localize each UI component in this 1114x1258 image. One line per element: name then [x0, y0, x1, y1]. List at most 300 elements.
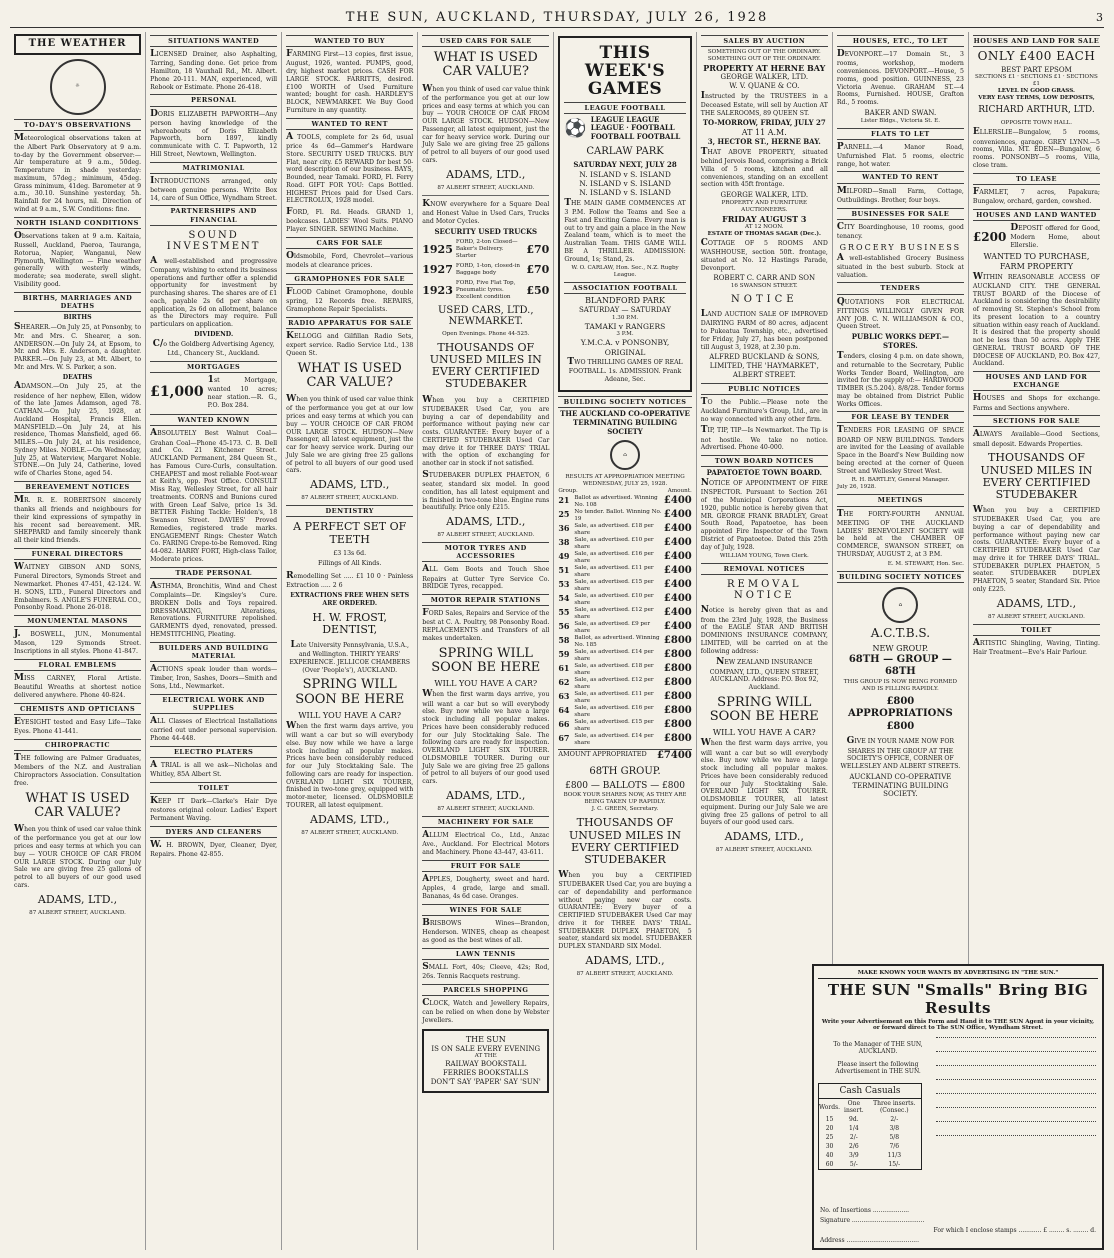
hw-frost-text: Late University Pennsylvania, U.S.A., and Wellington. THIRTY YEARS' EXPERIENCE. JELLICOE CHAMBERS (Over 'People's'), AUCKLAND. [289, 639, 411, 674]
group-number: 61 [558, 662, 570, 673]
col-one: One insert. [844, 1100, 864, 1114]
used-cars-sale-heading: USED CARS FOR SALE [422, 35, 549, 47]
sound-investment-text: A well-established and progressive Company, wishing to extend its business operations and further offer a splendid opportunity for investment by purchasing shares. The shares are of £1 each, payable 2s 6d per share on application, 2s 6d on allotment, balance as the Directors may require. Full particulars on application. [150, 255, 278, 329]
group-text: Sale, as advertised. £12 per share [574, 676, 654, 690]
carr: ROBERT C. CARR AND SON [713, 274, 816, 283]
masthead [10, 8, 1104, 28]
smalls-sub: Write your Advertisement on this Form and Hand it to THE SUN Agent in your vicinity, or forward direct to The SUN Office, Wyndham Street. [821, 1019, 1095, 1031]
rate-cell: 20 [825, 1125, 834, 1132]
to-let-heading: HOUSES, ETC., TO LET [837, 35, 964, 47]
group-text: Sale, as advertised. £15 per share [574, 718, 654, 732]
sound-investment-title: SOUND INVESTMENT [166, 229, 261, 252]
dentist-note: EXTRACTIONS FREE WHEN SETS ARE ORDERED. [290, 592, 410, 607]
sun-sale-box [422, 1029, 549, 1093]
assoc-time: 1.30 P.M. [611, 315, 639, 322]
adams-name: ADAMS, LTD., [446, 788, 526, 802]
rate-cell: 40 [825, 1152, 834, 1159]
society-seal-icon: ⌂ [610, 440, 640, 470]
ad-line[interactable] [936, 1110, 1096, 1122]
security-trucks: SECURITY USED TRUCKS [434, 226, 538, 236]
secretary: J. C. GREEN, Secretary. [591, 806, 659, 813]
prop-text: Instructed by the TRUSTEES in a Deceased Estate, will sell by Auction AT THE SALEROOMS, 89 QUEEN ST. [700, 90, 828, 117]
group68: 68TH — GROUP — 68TH [848, 653, 952, 678]
machinery-heading: MACHINERY FOR SALE [422, 816, 549, 828]
amount-col: Amount. [667, 488, 692, 495]
removal-heading: REMOVAL NOTICES [701, 563, 828, 575]
column-4 [418, 32, 554, 1250]
group-row [558, 621, 691, 635]
business-heading: BUSINESSES FOR SALE [837, 208, 964, 220]
carr-addr: 16 SWANSON STREET. [730, 283, 798, 290]
ballots: £800 — BALLOTS — £800 [565, 781, 685, 792]
motor-heading: MOTOR TYRES AND ACCESSORIES [422, 542, 549, 562]
houses-heading: HOUSES AND LAND FOR SALE [973, 35, 1100, 47]
rate-row [819, 1115, 921, 1124]
fruit-heading: FRUIT FOR SALE [422, 860, 549, 872]
actbs-seal-icon: ⌂ [882, 587, 918, 623]
group-amount: £400 [663, 579, 692, 591]
group-col: Group. [558, 488, 578, 495]
farm-text: WITHIN REASONABLE ACCESS OF AUCKLAND CITY. THE GENERAL TRUST BOARD of the Diocese of Auckland is considering the desirability of removing St. Stephen's School from its present location to a country situation within easy reach of Auckland. It is desired that the property should not be less than 50 acres. Apply THE GENERAL TRUST BOARD OF THE DIOCESE OF AUCKLAND, P.O. Box 427, Auckland. [972, 271, 1100, 368]
cars-heading: CARS FOR SALE [286, 237, 413, 249]
hector-text: THAT ABOVE PROPERTY, situated behind Jervois Road, comprising a Brick Villa of 5 rooms, kitchen and all conveniences, standing on an excellent section with 45ft frontage. [700, 146, 828, 189]
adams-name: ADAMS, LTD., [37, 892, 118, 906]
bsoc-title: THE AUCKLAND CO-OPERATIVE TERMINATING BUILDING SOCIETY [560, 409, 690, 436]
tenders-heading: TENDERS [837, 282, 964, 294]
sun-line: IS ON SALE EVERY EVENING [431, 1044, 541, 1053]
league-sec: W. O. CARLAW, Hon. Sec., N.Z. Rugby League. [571, 265, 679, 279]
papatoetoe: PAPATOETOE TOWN BOARD. [706, 468, 822, 478]
sections-text: ALWAYS Available—Good Sections, small deposit. Edwards Properties. [972, 429, 1100, 448]
group-amount: £400 [663, 537, 692, 549]
group-row [558, 607, 691, 621]
group-text: Ballot, as advertised. Winning No. 185 [574, 634, 660, 648]
wtr-text: MILFORD—Small Farm, Cottage, Outbuildings. Brother, four boys. [836, 185, 964, 204]
friday: FRIDAY AUGUST 3 [722, 213, 807, 224]
assoc-match: TAMAKI v RANGERS [584, 322, 666, 332]
dividend-label: DIVIDEND. [194, 330, 234, 338]
assoc-day: SATURDAY — SATURDAY [578, 306, 672, 315]
public-heading: PUBLIC NOTICES [701, 383, 828, 395]
footballer-icon: ⚽ [564, 117, 587, 139]
mortgages-heading: MORTGAGES [150, 361, 277, 373]
building-text: ACTIONS speak louder than words—Timber, Iron, Sashes, Doors—Smith and Sons, Ltd., Newmarket. [150, 663, 278, 690]
league-heading: LEAGUE FOOTBALL [564, 102, 685, 114]
give-text: GIVE IN YOUR NAME NOW FOR SHARES IN THE GROUP AT THE SOCIETY'S OFFICE, CORNER OF WELLESLEY AND ALBERT STREETS. [840, 736, 961, 771]
masthead-title: THE SUN, AUCKLAND, THURSDAY, JULY 26, 1928 [345, 10, 769, 25]
tip-text: TIP, TIP, TIP—Is Newmarket. The Tip is not hostile. We take no notice. Advertised. Phone 40-000. [700, 425, 828, 452]
car-year: 1927 [422, 263, 453, 277]
dentist-price: £3 13s 6d. [333, 549, 367, 557]
gram-text: FLOOD Cabinet Gramophone, double spring, 12 Records free. REPAIRS, Gramophone Repair Specialists. [286, 287, 414, 313]
column-2 [146, 32, 282, 1250]
quane: W. V. QUANE & CO. [729, 81, 800, 90]
easy: VERY EASY TERMS, LOW DEPOSITS, [978, 95, 1095, 102]
group-text: Sale, as advertised. £14 per share [574, 648, 654, 662]
group-number: 55 [558, 607, 570, 618]
personal-heading: PERSONAL [150, 94, 277, 106]
dividend-text: C/o the Goldberg Advertising Agency, Ltd., Chancery St., Auckland. [152, 338, 275, 357]
motor-text: ALL Gem Boots and Touch Shoe Repairs at Gutter Tyre Service Co. BRIDGE Tyres, recapped. [422, 564, 550, 591]
car-year: 1925 [422, 242, 453, 256]
papa-sign: WILLIAM YOUNG, Town Clerk. [719, 553, 809, 560]
group-row [558, 537, 691, 551]
building-heading: BUILDERS AND BUILDING MATERIAL [150, 642, 277, 662]
monumental-text: J. BOSWELL, JUN., Monumental Mason, 129 Symonds Street. Inscriptions in all styles. Phone 41-847. [14, 629, 142, 656]
group-number: 56 [558, 621, 570, 632]
adams-address: 87 ALBERT STREET, AUCKLAND. [301, 495, 399, 502]
enclose-field[interactable]: For which I enclose stamps ............ £ ........ s. ........ d. [933, 1227, 1096, 1234]
deaths-label: DEATHS [62, 373, 93, 381]
group-row [558, 691, 691, 705]
adams-address: 87 ALBERT STREET, AUCKLAND. [576, 970, 674, 977]
adams-address: 87 ALBERT STREET, AUCKLAND. [988, 613, 1085, 620]
partnerships-heading: PARTNERSHIPS AND FINANCIAL [150, 205, 277, 225]
column-1 [10, 32, 146, 1250]
page-number: 3 [1096, 11, 1104, 24]
toilet-heading: TOILET [150, 782, 277, 794]
electrical-text: ALL Classes of Electrical Installations carried out under personal supervision. Phone 44-448. [150, 715, 278, 742]
baker-addr: Lister Bldgs., Victoria St. E. [860, 117, 940, 124]
rate-cell: 30 [825, 1143, 834, 1150]
obs-heading: TO-DAY'S OBSERVATIONS [14, 119, 141, 131]
adams-name: ADAMS, LTD., [446, 515, 526, 529]
bsoc-date: WEDNESDAY, JULY 25, 1928. [582, 481, 668, 488]
lease-sign: R. H. BARTLEY, General Manager. [851, 477, 950, 484]
signature-field[interactable]: Signature ...................................... [820, 1217, 925, 1224]
estate-text: COTTAGE OF 5 ROOMS AND WASHHOUSE, section 50ft. frontage, situated at No. 12 Hastings Parade, Devonport. [700, 237, 828, 272]
rate-row [819, 1160, 921, 1169]
adams-name: ADAMS, LTD., [310, 478, 390, 492]
obs-text: Meteorological observations taken at the Albert Park Observatory at 9 a.m. to-day by the Government observer:— Air temperature at 9 a.m., 50deg. Temperature in shade yesterday: maximum, 57deg.; minimum, 45deg. Grass minimum, 41deg. Barometer at 9 a.m., 30.10. Sunshine yesterday, 5h. Rainfall for 24 hours, nil. Direction of wind at 9 a.m., S.W. Conditions: fine. [14, 132, 142, 213]
group-number: 63 [558, 690, 570, 701]
chiro-text: THE following are Palmer Graduates, Members of the N.Z. and Australian Chiropractors Association. Consultation free. [14, 753, 142, 787]
lease-date: July 26, 1928. [836, 484, 877, 491]
col-three: Three inserts. (Consec.) [873, 1100, 916, 1114]
richard: RICHARD ARTHUR, LTD. [978, 105, 1095, 116]
group-number: 51 [558, 565, 570, 576]
adams-address: 87 ALBERT STREET, AUCKLAND. [29, 909, 126, 916]
spring-sub: WILL YOU HAVE A CAR? [712, 728, 816, 738]
removal-addr: NEW ZEALAND INSURANCE COMPANY, LTD., QUEEN STREET, AUCKLAND. Address: P.O. Box 92, Auckland. [709, 657, 819, 692]
ad-line[interactable] [936, 1068, 1096, 1080]
electro-heading: ELECTRO PLATERS [150, 746, 277, 758]
machinery-text: ALLUM Electrical Co., Ltd., Anzac Ave., Auckland. For Electrical Motors and Machinery. Phone 43-447, 43-611. [422, 830, 550, 857]
adams-address: 87 ALBERT STREET, AUCKLAND. [437, 184, 535, 191]
rate-cell: 9d. [849, 1116, 859, 1123]
group-text: Sale, as advertised. £12 per share [574, 607, 654, 621]
notice: NOTICE [731, 294, 798, 306]
group-number: 36 [558, 523, 570, 534]
approp: £800 APPROPRIATIONS £800 [848, 695, 953, 732]
studebaker-duplex: STUDEBAKER DUPLEX PHAETON, 6 seater, standard six model. In good condition, has all latest equipment and is finished in two-tone blue. Engine runs beautifully. Price only £215. [422, 469, 550, 512]
ad-line[interactable] [936, 1082, 1096, 1094]
adams-address: 87 ALBERT STREET, AUCKLAND. [437, 532, 535, 539]
group-text: Sale, as advertised. £18 per share [574, 523, 654, 537]
spring-sub: WILL YOU HAVE A CAR? [298, 710, 402, 720]
fruit-text: APPLES, Dougherty, sweet and hard. Apples, 4 grade, large and small. Bananas, 4s 6d case. Oranges. [422, 873, 550, 900]
cars-text: Oldsmobile, Ford, Chevrolet—various models at clearance prices. [286, 250, 414, 270]
league-row [564, 116, 685, 142]
car-price: £70 [526, 263, 550, 277]
groups-header [558, 488, 691, 495]
sun-line: FERRIES BOOKSTALLS [442, 1069, 529, 1078]
funeral-heading: FUNERAL DIRECTORS [14, 548, 141, 560]
new-group: NEW GROUP. [872, 643, 929, 653]
ad-line[interactable] [936, 1054, 1096, 1066]
used-car-text: When you think of used car value think of the performance you get at our low prices and easy terms at which you can buy — YOUR CHOICE OF CAR FROM OUR LARGE STOCK. HUDSON—New Passenger, all latest equipment, just the car for heavy service work. During our July Sale we are giving free 25 gallons of petrol to all buyers of our good used cars. [422, 83, 550, 164]
monumental-heading: MONUMENTAL MASONS [14, 615, 141, 627]
rate-row [819, 1124, 921, 1133]
group-amount: £400 [663, 495, 692, 507]
to-line: To the Manager of THE SUN, AUCKLAND. [833, 1041, 923, 1055]
mortgage-ad [150, 375, 277, 412]
dyers-text: W. H. BROWN, Dyer, Cleaner, Dyer, Repairs. Phone 42-855. [150, 839, 278, 858]
electrical-heading: ELECTRICAL WORK AND SUPPLIES [150, 694, 277, 714]
thousands-text: When you buy a CERTIFIED STUDEBAKER Used Car, you are buying a car of dependability and performance without paying new car costs. GUARANTEE: Every buyer of a CERTIFIED STUDEBAKER Used Car may drive it for THREE DAYS' TRIAL with the option of exchanging for another car in stock if not satisfied. [422, 394, 550, 468]
assoc-text: TWO THRILLING GAMES OF REAL FOOTBALL. 1s. ADMISSION. Frank Adeane, Sec. [567, 357, 683, 384]
prop-title: PROPERTY AT HERNE BAY [703, 63, 826, 74]
walker: GEORGE WALKER, LTD. [720, 73, 809, 82]
smalls-title: THE SUN "Smalls" Bring BIG Results [827, 981, 1089, 1017]
group-row [558, 677, 691, 691]
insertions-field[interactable]: No. of Insertions ................... [820, 1207, 910, 1214]
spring-text: When the first warm days arrive, you will want a car but so will everybody else. Buy now while we have a large stock including all popular makes. Prices have been considerably reduced for our July Stocktaking Sale. OVERLAND LIGHT SIX TOURER. OLDSMOBILE TOURER, all latest equipment. During our July Sale we are giving free 25 gallons of petrol to all buyers of our good used cars. [700, 738, 828, 827]
group-row [558, 509, 691, 523]
trade-heading: TRADE PERSONAL [150, 567, 277, 579]
rate-cell: 25 [825, 1134, 834, 1141]
group-row [558, 593, 691, 607]
group-row [558, 649, 691, 663]
group-amount: £800 [663, 732, 692, 744]
lawn-heading: LAWN TENNIS [422, 948, 549, 960]
group-row [558, 495, 691, 509]
prop-furn: PROPERTY AND FURNITURE AUCTIONEERS. [721, 199, 808, 213]
smalls-form [812, 964, 1104, 1250]
spring-text: When the first warm days arrive, you will want a car but so will everybody else. Buy now while we have a large stock including all popular makes. Prices have been considerably reduced for our July Stocktaking Sale. The following cars are ready for inspection. OVERLAND LIGHT SIX TOURER, finished in two-tone grey, equipped with motor-meter, licensed. OLDSMOBILE TOURER, all latest equipment. [286, 720, 414, 809]
group-text: Sale, as advertised. £14 per share [574, 732, 654, 746]
total-row [558, 749, 691, 763]
car-listing [422, 280, 549, 301]
matrimonial-text: INTRODUCTIONS arranged, only between genuine persons. Write Box 14, care of Sun Office, Wyndham Street. [150, 175, 278, 202]
adams-address: 87 ALBERT STREET, AUCKLAND. [715, 847, 813, 854]
lease-text: FARMLET, 7 acres, Papakura; Bungalow, orchard, garden, cowshed. [972, 186, 1100, 205]
used-car-title: WHAT IS USED CAR VALUE? [433, 50, 538, 80]
public-text: TO the Public.—Please note the Auckland Furniture's Group, Ltd., are in no way connected with any other firm. [700, 396, 828, 423]
adams-address: 87 ALBERT STREET, AUCKLAND. [437, 805, 535, 812]
grocery: GROCERY BUSINESS [839, 242, 962, 252]
births-label: BIRTHS [63, 313, 92, 321]
hector: 3, HECTOR ST., HERNE BAY. [707, 137, 821, 147]
ymca-match: Y.M.C.A. v PONSONBY, ORIGINAL [580, 338, 670, 357]
weather-title: THE WEATHER [14, 34, 141, 55]
car-listing [422, 263, 549, 277]
rate-cell: 15/- [888, 1161, 901, 1168]
group-row [558, 733, 691, 747]
houses-text: ELLERSLIE—Bungalow, 5 rooms, conveniences, garage. GREY LYNN.—5 rooms, Villa. MT. EDEN—Bungalow, 6 rooms. PONSONBY—5 rooms, Villa, close tram. [972, 127, 1100, 169]
used-car-text: When you think of used car value think of the performance you get at our low prices and easy terms at which you can buy — YOUR CHOICE OF CAR FROM OUR LARGE STOCK. HUDSON—New Passenger, all latest equipment, just the car for heavy service work. During our July Sale we are giving free 25 gallons of petrol to all buyers of our good used cars. [286, 394, 414, 475]
spring-title: SPRING WILL SOON BE HERE [431, 645, 541, 676]
chiro-heading: CHIROPRACTIC [14, 739, 141, 751]
rate-cell: 7/6 [889, 1143, 900, 1150]
rate-cell: 3/8 [889, 1125, 900, 1132]
mortgage-amount: £1,000 [150, 384, 204, 401]
wines-text: BRISBOWS Wines—Brandon, Henderson. WINES, cheap as cheapest as good as the best wines of all. [422, 917, 550, 944]
rate-cell: 5/8 [889, 1134, 900, 1141]
group-row [558, 565, 691, 579]
at-noon: AT 12 NOON. [745, 223, 784, 230]
sun-line: AT THE [474, 1053, 497, 1060]
column-3 [282, 32, 418, 1250]
auction-heading: SALES BY AUCTION [701, 35, 828, 47]
ad-line[interactable] [936, 1096, 1096, 1108]
rate-row [819, 1133, 921, 1142]
please-line: Please insert the following Advertisement in THE SUN. [835, 1061, 921, 1075]
lease-text: TENDERS FOR LEASING OF SPACE BOARD OF NEW BUILDINGS. Tenders are invited for the Leasing of available Space in the Board's New Building now being erected at the corner of Queen Street and Wellesley Street West. [836, 425, 964, 475]
dentist-fill: Fillings of All Kinds. [318, 560, 382, 568]
hlw-amount: £200 [972, 229, 1007, 244]
rate-cell: 3/9 [849, 1152, 859, 1159]
spring-sub: WILL YOU HAVE A CAR? [434, 679, 538, 689]
dentist-heading: DENTISTRY [286, 505, 413, 517]
column-5 [554, 32, 696, 1250]
group-text: Sale, as advertised. £11 per share [574, 690, 654, 704]
town-heading: TOWN BOARD NOTICES [701, 455, 828, 467]
rate-cell: 60 [825, 1161, 834, 1168]
to-let-text: DEVONPORT.—17 Domain St., 3 rooms, workshop, modern conveniences. DEVONPORT.—House, 5 rooms, good position. GUINNESS, 23 Victoria Avenue. GRAHAM ST.—4 Rooms, Furnished. HOUSE, Grafton Rd., 5 rooms. [836, 49, 964, 107]
group-text: Sale, as advertised. £18 per share [574, 662, 654, 676]
assoc-time2: 3 P.M. [616, 331, 634, 338]
rate-row [819, 1151, 921, 1160]
league-text: THE MAIN GAME COMMENCES AT 3 P.M. Follow the Teams and See a Fast and Exciting Game. Every man is out to try and gain a place in the New Zealand team, which is to meet the Australian Team. THIS GAME WILL BE A THRILLER. ADMISSION: Ground, 1s; Stand, 2s. [564, 197, 686, 263]
league-line: LEAGUE LEAGUE LEAGUE · FOOTBALL FOOTBALL FOOTBALL [590, 114, 681, 142]
group-number: 53 [558, 579, 570, 590]
rate-row [819, 1142, 921, 1151]
funeral-text: WAITNEY GIBSON AND SONS, Funeral Directors, Symonds Street and Newmarket. Phones 47-451, 42-124. W. H. SONS, LTD., Funeral Directors and Embalmers. S. ANGLE'S FUNERAL CO., Ponsonby Road. Phone 26-018. [14, 562, 142, 612]
dentist-repair: Remodelling Set ..... £1 10 0 · Painless Extraction ..... 2 6 [286, 571, 414, 590]
bsoc2-heading: BUILDING SOCIETY NOTICES [837, 571, 964, 583]
ad-line[interactable] [936, 1124, 1096, 1136]
used-car-title: WHAT IS USED CAR VALUE? [297, 360, 402, 390]
adams-address: 87 ALBERT STREET, AUCKLAND. [301, 829, 399, 836]
estate: ESTATE OF THOMAS SAGAR (Dec.). [707, 230, 821, 237]
total-label: AMOUNT APPROPRIATED [558, 749, 647, 758]
business-text: CITY Boardinghouse, 10 rooms, good tenancy. [836, 221, 964, 240]
removal-title: REMOVAL NOTICE [727, 579, 802, 602]
notice-text: LAND AUCTION SALE OF IMPROVED DAIRYING FARM of 80 acres, adjacent to Pukeatua Township, etc., advertised for Friday, July 27, has been postponed till August 3, 1928, at 2.30 p.m. [700, 309, 828, 351]
group-number: 54 [558, 593, 570, 604]
group-row [558, 523, 691, 537]
used-car-title: WHAT IS USED CAR VALUE? [25, 790, 130, 820]
auction-day: TO-MORROW, FRIDAY, JULY 27 [702, 118, 826, 128]
group-amount: £800 [663, 634, 692, 646]
hlw-heading: HOUSES AND LAND WANTED [973, 209, 1100, 221]
group-row [558, 705, 691, 719]
exchange-text: HOUSES and Shops for exchange. Farms and Sections anywhere. [972, 393, 1100, 412]
baker: BAKER AND SWAN. [864, 108, 937, 117]
flats-text: PARNELL.—4 Manor Road, Unfurnished Flat. 5 rooms, electric range, hot water. [836, 141, 964, 168]
wanted-known-text: ABSOLUTELY Best Walnut Coal—Grahan Coal—Phone 45-173. C. B. Dell and Co. 21 Kitchener Street. AUCKLAND Permanent, 284 Queen St., has Famous Cure-Curls, consultation. CHEAPEST and most reliable Foot-wear at Keith's, opp. Post Office. CONSULT Miss Ray, Wellesley Street, for all hair treatments. CORNS and Bunions cured with Green Leaf Salve, price 1s 3d. BETTER Fishing Tackle: Holden's, 18 Swanson Street. DAVIES' Proved Remedies, registered trade marks. ENGAGEMENT Rings: Chester Watch Co. FARING Crepe-to-be Removed. Ring 44-082. HARRY FORT, High-class Tailor, Moderate prices. [150, 428, 278, 563]
dentist-title: A PERFECT SET OF TEETH [293, 520, 407, 546]
meetings-sign: E. M. STEWART, Hon. Sec. [887, 560, 964, 567]
used-cars-ltd: USED CARS, LTD., NEWMARKET. [438, 305, 534, 328]
spring-title: SPRING WILL SOON BE HERE [709, 694, 819, 725]
bsoc-heading: BUILDING SOCIETY NOTICES [558, 396, 691, 408]
mortgage-text: 1st Mortgage, wanted 10 acres; near station.—R. G., P.O. Box 284. [207, 374, 278, 409]
floral-text: MISS CARNEY, Floral Artiste. Beautiful Wreaths at shortest notice delivered anywhere. Phone 40-824. [14, 673, 142, 699]
group-number: 58 [558, 634, 570, 645]
toilet-text: ARTISTIC Shingling, Waving, Tinting. Hair Treatment—Eve's Hair Parlour. [972, 637, 1100, 656]
lease-heading: FOR LEASE BY TENDER [837, 411, 964, 423]
match: N. ISLAND v S. ISLAND [579, 188, 671, 198]
ad-line[interactable] [936, 1026, 1096, 1038]
repair-heading: MOTOR REPAIR STATIONS [422, 594, 549, 606]
rates-body [819, 1115, 921, 1169]
group-number: 64 [558, 704, 570, 715]
group-amount: £400 [663, 509, 692, 521]
car-year: 1923 [422, 283, 453, 297]
personal-text: DORIS ELIZABETH PAPWORTH—Any person having knowledge of the whereabouts of Doris Elizabeth Papworth, born 1897, kindly communicate with C. T. Papworth, 12 Hill Street, Newtown, Wellington. [150, 108, 278, 158]
ad-line[interactable] [936, 1040, 1096, 1052]
group-number: 21 [558, 495, 570, 506]
sun-line: RAILWAY BOOKSTALL [445, 1060, 527, 1069]
trucks-text: KNOW everywhere for a Square Deal and Honest Value in Used Cars, Trucks and Motor Cycles. [422, 198, 550, 225]
group-text: Sale, as advertised. £9 per share [574, 621, 650, 634]
sections: SECTIONS £1 · SECTIONS £1 · SECTIONS £1 [975, 74, 1098, 88]
gram-heading: GRAMOPHONES FOR SALE [286, 273, 413, 285]
carlaw-park: CARLAW PARK [586, 145, 664, 157]
group-text: Sale, as advertised. £11 per share [574, 565, 654, 579]
bereavement-heading: BEREAVEMENT NOTICES [14, 481, 141, 493]
address-field[interactable]: Address ...................................... [820, 1237, 919, 1244]
group-amount: £400 [663, 523, 692, 535]
electro-text: A TRIAL is all we ask—Nicholas and Whitley, 85A Albert St. [150, 759, 278, 778]
wanted-known2-text: FORD, Fl. Rd. Heads. GRAND 1, bookcases. LADIES' Wool Suits. PIANO Player. SINGER. SEWING Machine. [286, 207, 414, 233]
group-number: 25 [558, 509, 570, 520]
car-listing [422, 239, 549, 260]
only-title: ONLY £400 EACH [977, 49, 1096, 64]
auction-intro: SOMETHING OUT OF THE ORDINARY. SOMETHING OUT OF THE ORDINARY. [707, 49, 821, 63]
spring-text: When the first warm days arrive, you will want a car but so will everybody else. Buy now while we have a large stock including all popular makes. Prices have been considerably reduced for our July Stocktaking Sale. The following cars are ready for inspection. OVERLAND LIGHT SIX TOURER. OLDSMOBILE TOURER. During our July Sale we are giving free 25 gallons of petrol to all buyers of our good used cars. [422, 689, 550, 786]
group-number: 38 [558, 537, 570, 548]
assoc-heading: ASSOCIATION FOOTBALL [564, 282, 685, 294]
hlw-ad [973, 223, 1100, 252]
auction-time: AT 11 A.M. [741, 128, 787, 138]
thousands-title: THOUSANDS OF UNUSED MILES IN EVERY CERTIFIED STUDEBAKER [429, 341, 542, 391]
parcel-heading: PARCELS SHOPPING [422, 984, 549, 996]
papa-text: NOTICE OF APPOINTMENT OF FIRE INSPECTOR. Pursuant to Section 261 of the Municipal Corporations Act, 1920, public notice is hereby given that MR. GEORGE FRANK BRADLEY, Great South Road, Papatoetoe, has been appointed Fire Inspector of the Town District of Papatoetoe. Dated this 25th day of July, 1928. [700, 478, 828, 551]
date-line: SATURDAY NEXT, JULY 28 [573, 159, 677, 169]
groups-list [558, 495, 691, 746]
match: N. ISLAND v S. ISLAND [579, 169, 671, 179]
group-number: 67 [558, 732, 570, 743]
epsom: BEST PART EPSOM [1001, 65, 1072, 74]
adams-name: ADAMS, LTD., [446, 167, 526, 181]
thousands-title: THOUSANDS OF UNUSED MILES IN EVERY CERTIFIED STUDEBAKER [569, 816, 682, 866]
group-amount: £800 [663, 676, 692, 688]
group-amount: £800 [663, 648, 692, 660]
parcel-text: CLOCK, Watch and Jewellery Repairs, can be relied on when done by Webster Jewellers. [422, 997, 550, 1024]
group-text: Ballot as advertised. Winning No. 108 [574, 495, 658, 509]
group-text: Sale, as advertised. £16 per share [574, 704, 654, 718]
removal-text: Notice is hereby given that as and from the 23rd July, 1928, the Business of the EAGLE STAR AND BRITISH DOMINIONS INSURANCE COMPANY, LIMITED, will be carried on at the following address: [700, 605, 828, 655]
thousands-text: When you buy a CERTIFIED STUDEBAKER Used Car, you are buying a car of dependability and performance without paying new car costs. GUARANTEE: Every buyer of a CERTIFIED STUDEBAKER Used Car may drive it for THREE DAYS' TRIAL. STUDEBAKER DUPLEX PHAETON, 5 seater, standard six model. STUDEBAKER DUPLEX STANDARD SIX Model. [558, 869, 692, 951]
adams-name: ADAMS, LTD., [585, 953, 665, 967]
group-text: No tender. Ballot. Winning No. 19 [574, 509, 662, 523]
lawn-text: SMALL Fort, 40s; Cleeve, 42s; Rod, 26s. Tennis Racquets restrung. [422, 961, 550, 980]
blandford-park: BLANDFORD PARK [585, 296, 665, 306]
group-text: Sale, as advertised. £15 per share [574, 579, 654, 593]
